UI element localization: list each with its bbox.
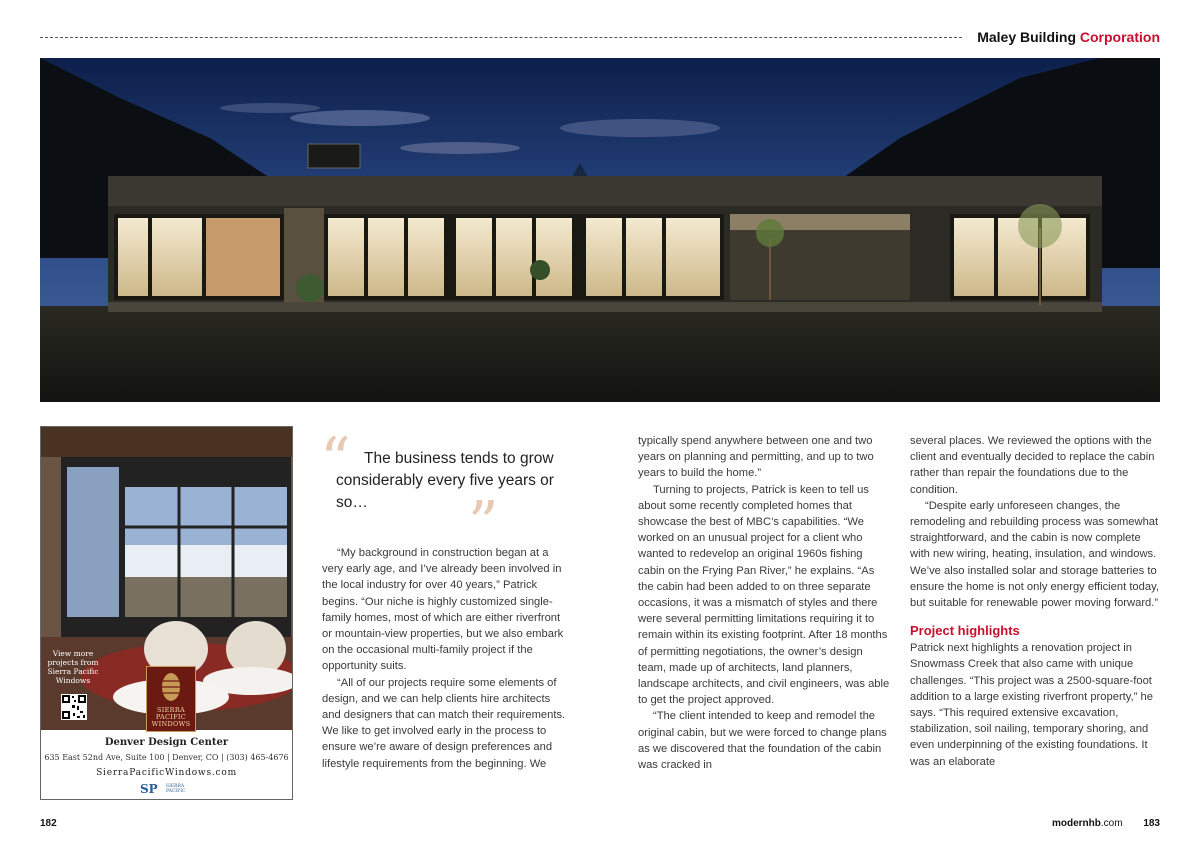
logo-sub: WINDOWS bbox=[151, 720, 191, 728]
site-name: modernhb bbox=[1051, 818, 1101, 829]
footer-right bbox=[1052, 818, 1160, 829]
pinecone-icon bbox=[147, 667, 195, 707]
close-quote-icon: ” bbox=[468, 489, 499, 559]
article-column-2 bbox=[638, 433, 890, 773]
ad-photo-caption: View more projects from Sierra Pacific Windows bbox=[47, 649, 99, 685]
article-column-1 bbox=[322, 545, 568, 772]
subheading: Project highlights bbox=[910, 623, 1020, 639]
paragraph: “Despite early unforeseen changes, the remodeling and rebuilding process was somewhat straightforward, and the cabin is now complete with new wiring, heating, insulation, and windows. We’ve also installed solar and storage batteries to ensure the home is not only energy efficient today, but suitable for renewable power moving forward.” bbox=[910, 499, 1159, 610]
ad-badge-text: SIERRA PACIFIC bbox=[166, 784, 186, 794]
hero-photo bbox=[40, 58, 1160, 402]
ad-address: 635 East 52nd Ave, Suite 100 | Denver, CO | (303) 465-4676 bbox=[44, 753, 289, 762]
open-quote-icon: “ bbox=[320, 425, 351, 495]
brand-main: Maley Building bbox=[977, 29, 1076, 45]
paragraph: Turning to projects, Patrick is keen to tell us about some recently completed homes that showcase the best of MBC’s capabilities. “We worked on an unusual project for a client who wanted to redevelop an original 1960s fishing cabin on the Frying Pan River,” he explains. “As the cabin had been added to on three separate occasions, it was a mismatch of styles and there were several permitting limitations requiring it to remain within its existing footprint. After 18 months of permitting negotiations, the owner’s design team, made up of architects, land planners, landscape architects, and civil engineers, was able to get the project approved. bbox=[638, 483, 890, 707]
paragraph: “The client intended to keep and remodel the original cabin, but we were forced to change plans as we discovered that the foundation of the cabin was cracked in bbox=[638, 710, 887, 772]
paragraph: “All of our projects require some elements of design, and we can help clients hire architects and designers that can match their requirements. We like to get involved early in the process to ensure we’re aware of design preferences and lifestyle requirements from the beginning. We bbox=[322, 676, 566, 770]
brand-header bbox=[977, 29, 1160, 45]
sierra-pacific-ad[interactable] bbox=[40, 426, 293, 800]
page-number-left: 182 bbox=[40, 818, 57, 829]
paragraph: typically spend anywhere between one and two years on planning and permitting, and up to two years to build the home.” bbox=[638, 435, 874, 480]
paragraph: Patrick next highlights a renovation project in Snowmass Creek that also came with unique challenges. “This project was a 2500-square-foot addition to a large existing riverfront property,” he says. “This required extensive excavation, stabilization, soil nailing, temporary shoring, and even underpinning of the existing foundations. It was an elaborate bbox=[910, 642, 1153, 768]
paragraph: “My background in construction began at a very early age, and I’ve already been involved in the local industry for over 40 years,” Patrick begins. “Our niche is highly customized single-family homes, most of which are either riverfront or mountain-view properties, but we also embark on the occasional multi-family project if the opportunity suits. bbox=[322, 547, 564, 673]
house-photo-icon bbox=[40, 58, 1160, 402]
page-number-right: 183 bbox=[1143, 818, 1160, 829]
sierra-pacific-logo bbox=[146, 666, 196, 732]
ad-badge bbox=[136, 781, 198, 797]
svg-text:SP: SP bbox=[140, 782, 158, 796]
logo-text: SIERRA PACIFIC bbox=[155, 706, 187, 721]
ad-url-link[interactable]: SierraPacificWindows.com bbox=[96, 768, 237, 778]
qr-code-icon[interactable] bbox=[61, 694, 87, 720]
site-tld: .com bbox=[1100, 818, 1123, 829]
brand-accent: Corporation bbox=[1079, 29, 1160, 45]
paragraph: several places. We reviewed the options with the client and eventually decided to replace the cabin rather than repair the foundations due to the condition. bbox=[910, 435, 1155, 496]
sp-badge-icon bbox=[136, 781, 164, 797]
header-rule bbox=[40, 37, 962, 38]
ad-title: Denver Design Center bbox=[104, 737, 229, 748]
pull-quote-text: The business tends to grow considerably every five years or so… bbox=[336, 450, 554, 511]
article-column-3 bbox=[910, 433, 1162, 770]
